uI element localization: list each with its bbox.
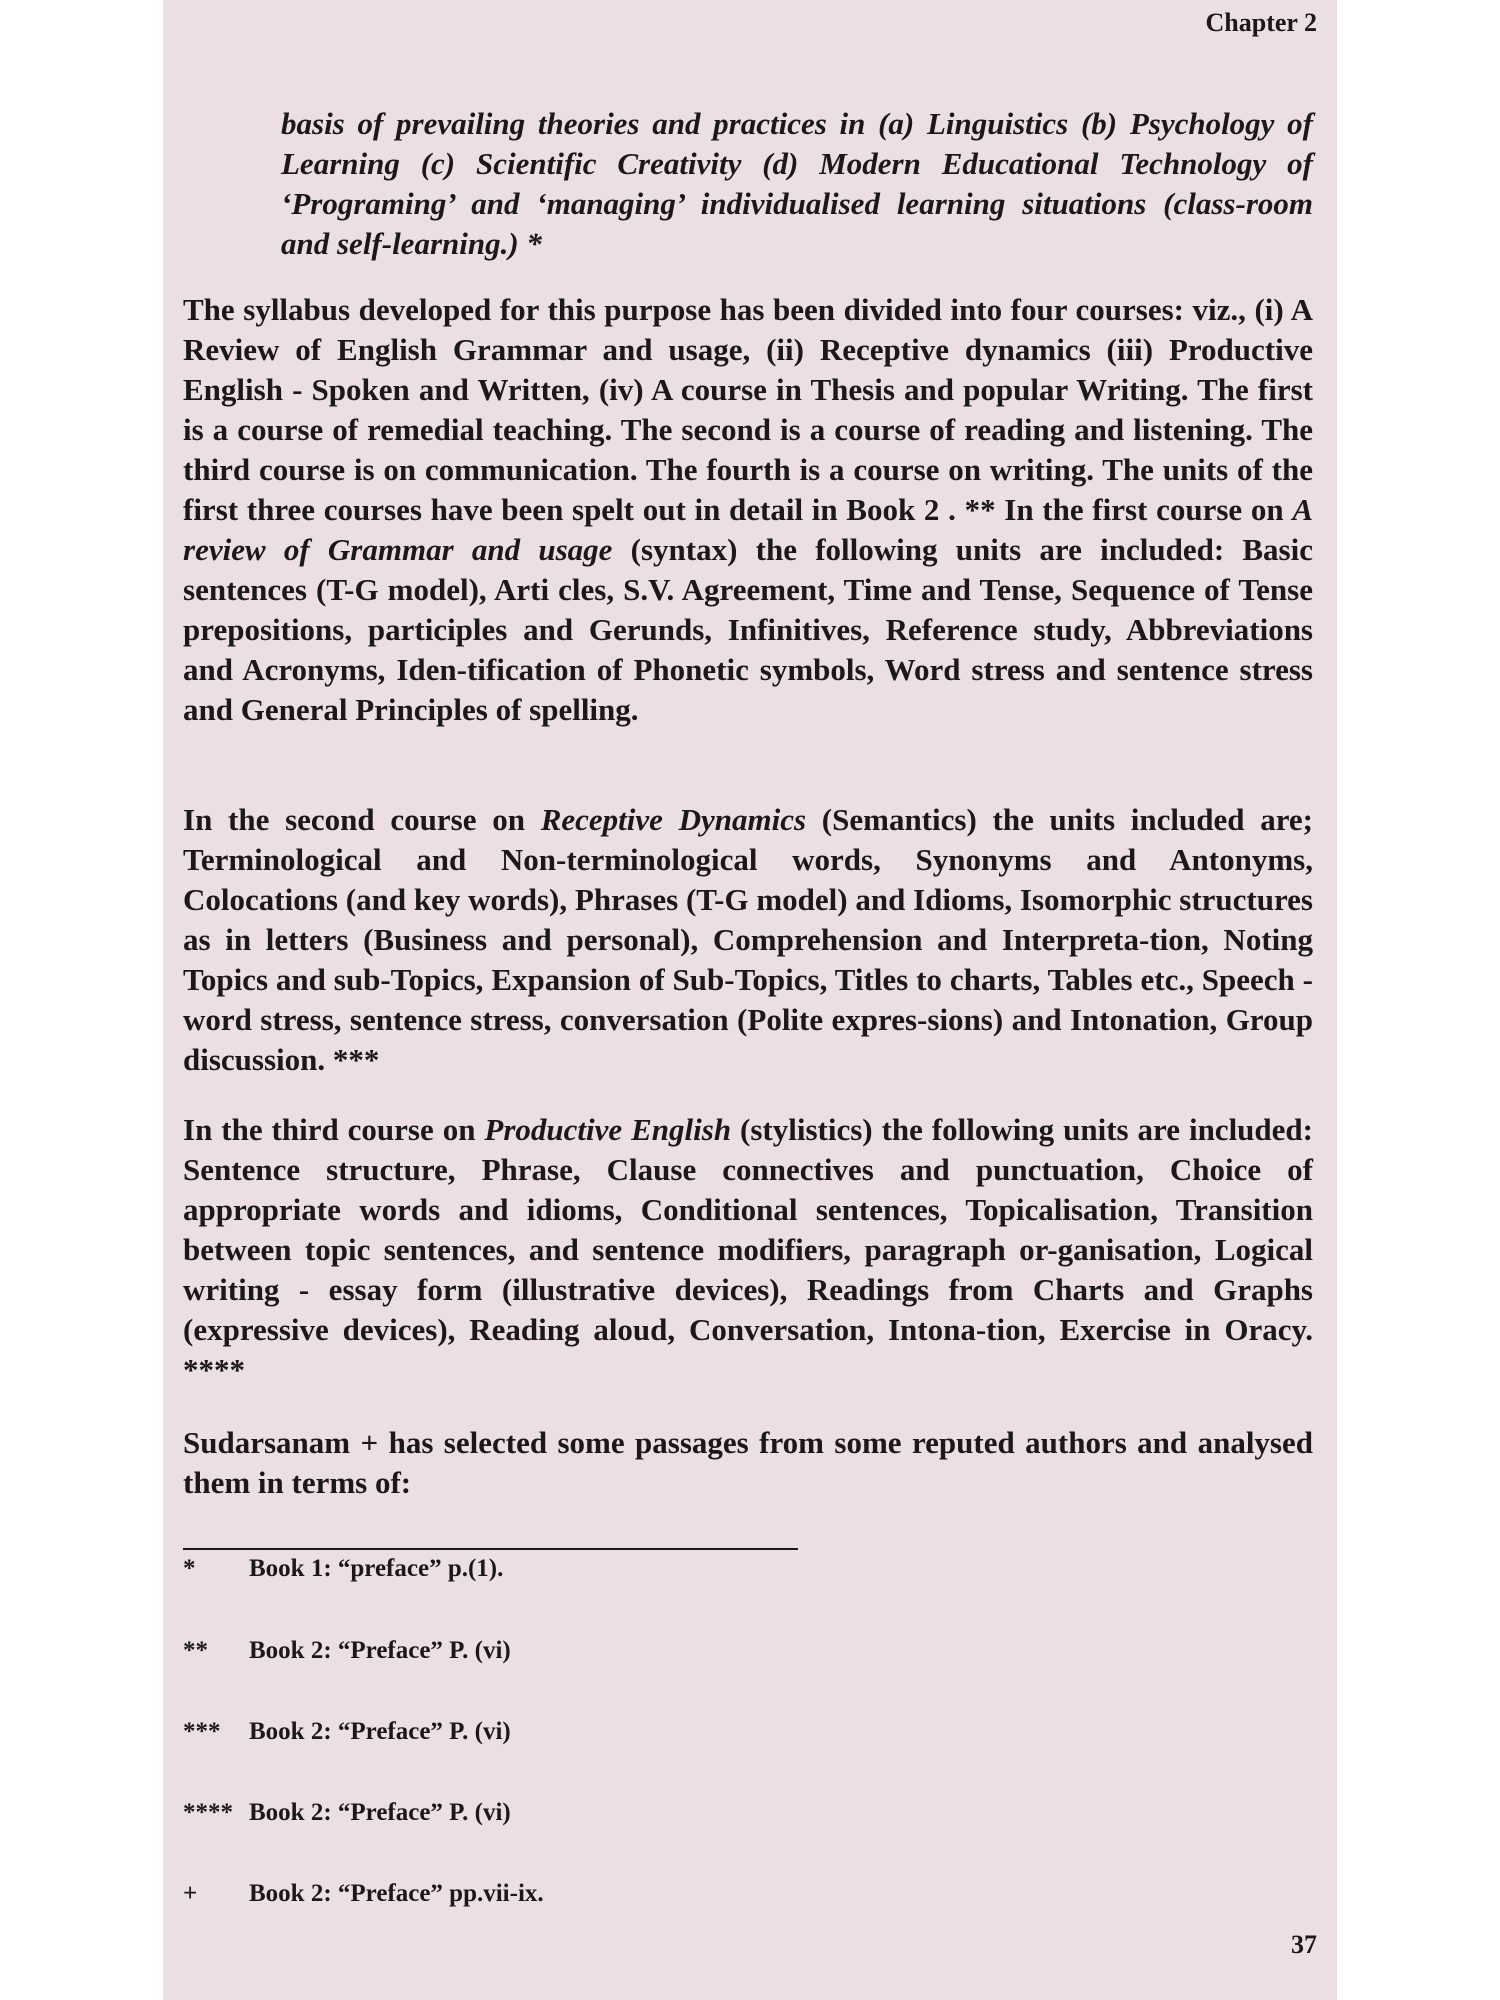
paragraph-text: The syllabus developed for this purpose has been divided into four courses: viz., (i) A Review of English Grammar and usage, (ii) Receptive dynamics (iii) Productive English - Spoken and Written, (iv) A course in Thesis and popular Writing. The first is a course of remedial teaching. The second is a course of reading and listening. The third course is on communication. The fourth is a course on writing. The units of the first three courses have been spelt out in detail in Book 2 . ** In the first course on — [183, 292, 1313, 527]
footnote — [183, 1637, 511, 1665]
paragraph-syllabus — [183, 290, 1313, 730]
paragraph-text: In the third course on — [183, 1112, 485, 1147]
page-number: 37 — [1291, 1930, 1317, 1959]
course-title-italic: Receptive Dynamics — [540, 802, 807, 837]
footnote-divider — [183, 1548, 798, 1550]
course-title-italic: Productive English — [484, 1112, 732, 1147]
footnote-text: Book 1: “preface” p.(1). — [249, 1555, 504, 1582]
footnote-mark: * — [183, 1555, 196, 1582]
paragraph-text: (syntax) the following units are included: Basic sentences (T-G model), Arti cles, S.V. Agreement, Time and Tense, Sequence of Tense prepositions, participles and Gerunds, Infinitives, Reference study, Abbreviations and Acronyms, Iden-tification of Phonetic symbols, Word stress and sentence stress and General Principles of spelling. — [183, 532, 1313, 727]
footnote — [183, 1718, 511, 1746]
book-page — [163, 0, 1337, 2000]
footnote-mark: ** — [183, 1637, 208, 1664]
course-title-italic: A review of Grammar and usage — [183, 492, 1313, 567]
footnote-text: Book 2: “Preface” P. (vi) — [249, 1799, 511, 1826]
footnote-mark: *** — [183, 1718, 221, 1745]
paragraph-third-course — [183, 1110, 1313, 1390]
footnote — [183, 1799, 511, 1827]
footnote-text: Book 2: “Preface” P. (vi) — [249, 1718, 511, 1745]
paragraph-text: (Semantics) the units included are; Terminological and Non-terminological words, Synonyms and Antonyms, Colocations (and key words), Phrases (T-G model) and Idioms, Isomorphic structures as in letters (Business and personal), Comprehension and Interpreta-tion, Noting Topics and sub-Topics, Expansion of Sub-Topics, Titles to charts, Tables etc., Speech - word stress, sentence stress, conversation (Polite expres-sions) and Intonation, Group discussion. *** — [183, 802, 1313, 1077]
footnote — [183, 1555, 503, 1583]
footnote-mark: **** — [183, 1799, 233, 1826]
paragraph-text: In the second course on — [183, 802, 541, 837]
footnote-text: Book 2: “Preface” P. (vi) — [249, 1637, 511, 1664]
paragraph-text: (stylistics) the following units are included: Sentence structure, Phrase, Clause connectives and punctuation, Choice of appropriate words and idioms, Conditional sentences, Topicalisation, Transition between topic sentences, and sentence modifiers, paragraph or-ganisation, Logical writing - essay form (illustrative devices), Readings from Charts and Graphs (expressive devices), Reading aloud, Conversation, Intona-tion, Exercise in Oracy. **** — [183, 1112, 1313, 1387]
footnote-text: Book 2: “Preface” pp.vii-ix. — [249, 1880, 544, 1907]
quoted-passage: basis of prevailing theories and practices in (a) Linguistics (b) Psychology of Learning (c) Scientific Creativity (d) Modern Educational Technology of ‘Programing’ and ‘managing’ individualised learning situations (class-room and self-learning.) * — [281, 106, 1313, 261]
footnote — [183, 1880, 544, 1908]
paragraph-sudarsanam: Sudarsanam + has selected some passages from some reputed authors and analysed them in terms of: — [183, 1425, 1313, 1500]
footnote-mark: + — [183, 1880, 198, 1907]
chapter-header: Chapter 2 — [1205, 8, 1317, 37]
paragraph-second-course — [183, 800, 1313, 1080]
